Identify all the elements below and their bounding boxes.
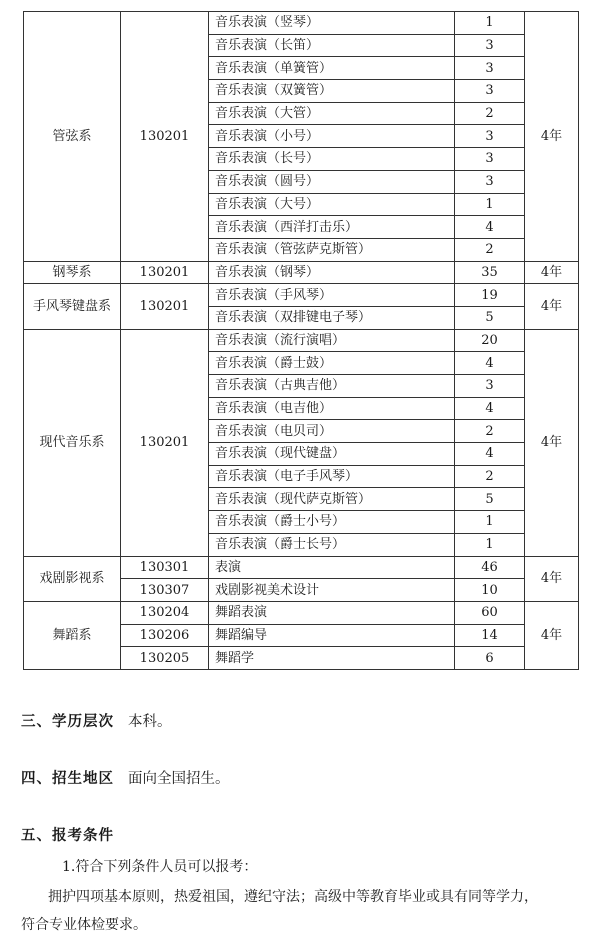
major-name-cell: 音乐表演（大管） (209, 102, 455, 125)
section-region (21, 767, 230, 788)
section-label: 三、学历层次 (21, 713, 114, 730)
enrollment-count-cell: 35 (455, 261, 525, 284)
requirement-text-line-2: 符合专业体检要求。 (21, 917, 147, 933)
major-name-cell: 音乐表演（管弦萨克斯管） (209, 238, 455, 261)
duration-cell: 4年 (525, 284, 579, 329)
enrollment-count-cell: 6 (455, 647, 525, 670)
major-name-cell: 音乐表演（西洋打击乐） (209, 216, 455, 239)
major-name-cell: 音乐表演（小号） (209, 125, 455, 148)
major-code-cell: 130301 (121, 556, 209, 579)
major-name-cell: 音乐表演（流行演唱） (209, 329, 455, 352)
enrollment-count-cell: 1 (455, 12, 525, 35)
major-name-cell: 舞蹈编导 (209, 624, 455, 647)
enrollment-count-cell: 3 (455, 80, 525, 103)
major-name-cell: 戏剧影视美术设计 (209, 579, 455, 602)
major-name-cell: 音乐表演（竖琴） (209, 12, 455, 35)
major-code-cell: 130201 (121, 12, 209, 262)
enrollment-count-cell: 2 (455, 102, 525, 125)
major-code-cell: 130201 (121, 329, 209, 556)
table-row (24, 12, 579, 35)
enrollment-count-cell: 19 (455, 284, 525, 307)
major-code-cell: 130204 (121, 601, 209, 624)
table-row (24, 601, 579, 624)
department-cell: 舞蹈系 (24, 601, 121, 669)
enrollment-table-body (24, 12, 579, 670)
major-name-cell: 音乐表演（钢琴） (209, 261, 455, 284)
enrollment-table (23, 11, 579, 670)
enrollment-count-cell: 3 (455, 170, 525, 193)
requirement-text-line-1: 拥护四项基本原则，热爱祖国，遵纪守法；高级中等教育毕业或具有同等学力， (48, 889, 538, 905)
enrollment-count-cell: 4 (455, 216, 525, 239)
requirement-item-1: 1.符合下列条件人员可以报考： (62, 859, 258, 875)
major-code-cell: 130206 (121, 624, 209, 647)
major-name-cell: 音乐表演（手风琴） (209, 284, 455, 307)
section-label: 五、报考条件 (21, 827, 114, 844)
department-cell: 戏剧影视系 (24, 556, 121, 601)
enrollment-count-cell: 1 (455, 193, 525, 216)
section-value: 面向全国招生。 (128, 771, 230, 787)
major-code-cell: 130205 (121, 647, 209, 670)
enrollment-count-cell: 10 (455, 579, 525, 602)
major-name-cell: 舞蹈学 (209, 647, 455, 670)
enrollment-count-cell: 4 (455, 443, 525, 466)
enrollment-count-cell: 14 (455, 624, 525, 647)
section-label: 四、招生地区 (21, 770, 114, 787)
enrollment-count-cell: 4 (455, 397, 525, 420)
major-name-cell: 音乐表演（爵士鼓） (209, 352, 455, 375)
enrollment-count-cell: 20 (455, 329, 525, 352)
enrollment-count-cell: 3 (455, 125, 525, 148)
enrollment-count-cell: 5 (455, 488, 525, 511)
table-row (24, 329, 579, 352)
department-cell: 钢琴系 (24, 261, 121, 284)
department-cell: 现代音乐系 (24, 329, 121, 556)
major-name-cell: 音乐表演（单簧管） (209, 57, 455, 80)
major-code-cell: 130201 (121, 261, 209, 284)
section-value: 本科。 (128, 714, 172, 730)
duration-cell: 4年 (525, 261, 579, 284)
major-name-cell: 表演 (209, 556, 455, 579)
major-name-cell: 音乐表演（电子手风琴） (209, 465, 455, 488)
major-name-cell: 音乐表演（电吉他） (209, 397, 455, 420)
table-row (24, 261, 579, 284)
enrollment-count-cell: 2 (455, 238, 525, 261)
major-name-cell: 音乐表演（现代萨克斯管） (209, 488, 455, 511)
enrollment-count-cell: 1 (455, 533, 525, 556)
table-row (24, 284, 579, 307)
major-code-cell: 130307 (121, 579, 209, 602)
major-name-cell: 音乐表演（双排键电子琴） (209, 306, 455, 329)
major-name-cell: 音乐表演（长笛） (209, 34, 455, 57)
enrollment-count-cell: 2 (455, 465, 525, 488)
duration-cell: 4年 (525, 12, 579, 262)
major-name-cell: 舞蹈表演 (209, 601, 455, 624)
major-name-cell: 音乐表演（爵士长号） (209, 533, 455, 556)
duration-cell: 4年 (525, 556, 579, 601)
major-name-cell: 音乐表演（爵士小号） (209, 511, 455, 534)
enrollment-count-cell: 2 (455, 420, 525, 443)
major-code-cell: 130201 (121, 284, 209, 329)
department-cell: 手风琴键盘系 (24, 284, 121, 329)
duration-cell: 4年 (525, 601, 579, 669)
enrollment-count-cell: 60 (455, 601, 525, 624)
duration-cell: 4年 (525, 329, 579, 556)
section-education-level (21, 710, 172, 731)
major-name-cell: 音乐表演（现代键盘） (209, 443, 455, 466)
enrollment-count-cell: 3 (455, 34, 525, 57)
section-requirements (21, 824, 114, 845)
major-name-cell: 音乐表演（长号） (209, 148, 455, 171)
major-name-cell: 音乐表演（双簧管） (209, 80, 455, 103)
enrollment-count-cell: 3 (455, 375, 525, 398)
table-row (24, 556, 579, 579)
enrollment-count-cell: 46 (455, 556, 525, 579)
major-name-cell: 音乐表演（大号） (209, 193, 455, 216)
enrollment-count-cell: 4 (455, 352, 525, 375)
enrollment-count-cell: 5 (455, 306, 525, 329)
enrollment-count-cell: 3 (455, 57, 525, 80)
major-name-cell: 音乐表演（电贝司） (209, 420, 455, 443)
major-name-cell: 音乐表演（圆号） (209, 170, 455, 193)
department-cell: 管弦系 (24, 12, 121, 262)
enrollment-count-cell: 3 (455, 148, 525, 171)
major-name-cell: 音乐表演（古典吉他） (209, 375, 455, 398)
enrollment-count-cell: 1 (455, 511, 525, 534)
